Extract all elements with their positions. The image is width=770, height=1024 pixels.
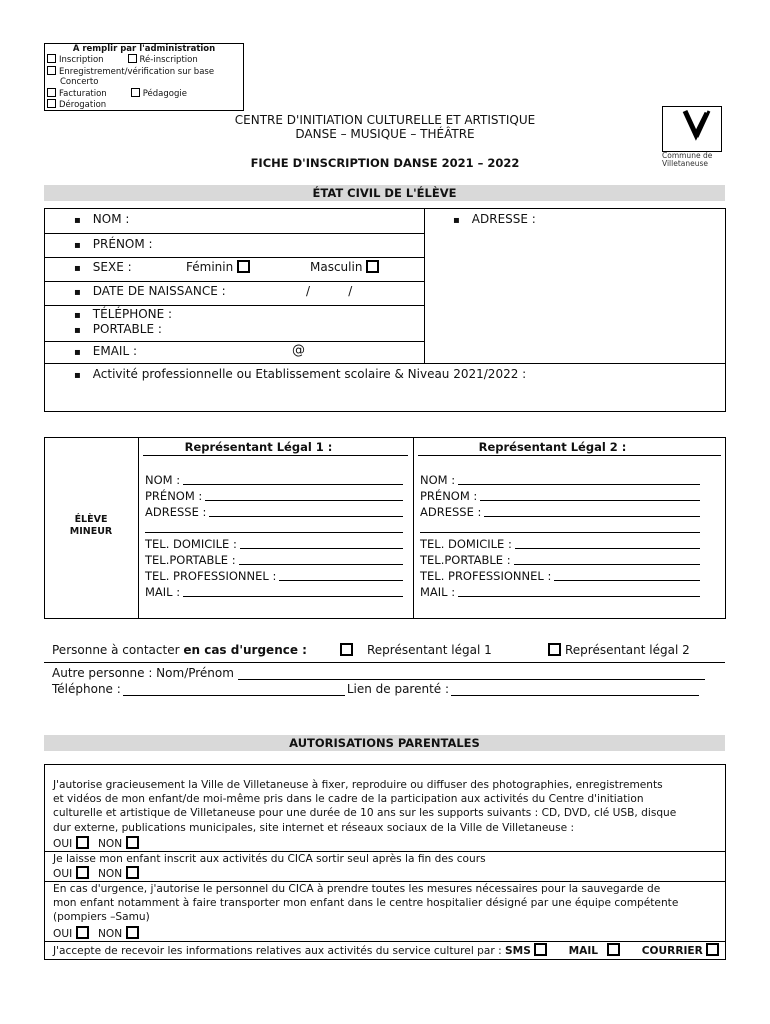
urgence-prefix: Personne à contacter — [52, 643, 184, 657]
label-date: ▪ DATE DE NAISSANCE : — [74, 284, 226, 298]
label-urg-tel: Téléphone : — [52, 682, 121, 696]
auth-info-line — [53, 943, 719, 958]
rep-field-label: TEL. DOMICILE : — [145, 537, 237, 551]
rep-field[interactable] — [145, 504, 403, 520]
label-prenom: ▪ PRÉNOM : — [74, 237, 153, 251]
divider — [44, 941, 725, 942]
paragraph-line: J'autorise gracieusement la Ville de Villetaneuse à fixer, reproduire ou diffuser des photographies, enregistrements — [53, 779, 663, 791]
rep-field[interactable] — [420, 472, 700, 488]
field-nom[interactable] — [44, 208, 424, 234]
rep-field[interactable] — [420, 536, 700, 552]
checkbox[interactable] — [47, 66, 56, 75]
logo-caption — [662, 152, 726, 168]
urgence-line — [52, 643, 307, 657]
checkbox[interactable] — [47, 99, 56, 108]
auth-photo-choice — [53, 836, 139, 851]
rep-field[interactable] — [145, 584, 403, 600]
rep-field-line[interactable] — [480, 488, 700, 501]
label-opt2: Représentant légal 2 — [565, 643, 690, 657]
rep-field-line[interactable] — [239, 552, 403, 565]
rep-field-line[interactable] — [420, 520, 700, 533]
paragraph-line: En cas d'urgence, j'autorise le personnel du CICA à prendre toutes les mesures nécessaires pour la sauvegarde de — [53, 883, 661, 895]
rep-field-label: NOM : — [145, 473, 181, 487]
field-telephone[interactable] — [44, 305, 424, 342]
checkbox-non-urgence[interactable] — [126, 926, 139, 939]
auth-sortie-text: Je laisse mon enfant inscrit aux activités du CICA sortir seul après la fin des cours — [53, 853, 486, 865]
lien-input[interactable] — [451, 695, 699, 696]
divider — [138, 437, 139, 619]
checkbox[interactable] — [131, 88, 140, 97]
rep2-title — [418, 440, 721, 456]
rep-field-label: TEL. PROFESSIONNEL : — [420, 569, 552, 583]
label-masculin: Masculin — [310, 260, 363, 274]
auth-urgence-choice — [53, 926, 139, 941]
section-band-autorisations: AUTORISATIONS PARENTALES — [44, 735, 725, 751]
divider — [413, 437, 414, 619]
label-oui: OUI — [53, 838, 73, 850]
header-line2: DANSE – MUSIQUE – THÉÂTRE — [295, 127, 475, 141]
checkbox-feminin[interactable] — [237, 260, 250, 273]
admin-pedagogie: Pédagogie — [142, 88, 187, 99]
rep-field[interactable] — [145, 536, 403, 552]
rep-field-line[interactable] — [209, 504, 403, 517]
rep-field-label: PRÉNOM : — [420, 489, 478, 503]
label-mail: MAIL — [568, 945, 599, 957]
admin-line — [47, 99, 241, 110]
rep2-title-text: Représentant Légal 2 : — [478, 440, 627, 454]
auth-photo-text — [53, 778, 723, 835]
checkbox-oui-photo[interactable] — [76, 836, 89, 849]
date-separators: / / — [306, 284, 353, 298]
eleve-mineur-label — [44, 514, 138, 538]
rep-field-label: ADRESSE : — [420, 505, 482, 519]
checkbox-oui-sortie[interactable] — [76, 866, 89, 879]
auth-info-text: J'accepte de recevoir les informations relatives aux activités du service culturel par : — [53, 945, 502, 957]
rep-field-line[interactable] — [183, 584, 403, 597]
rep-field[interactable] — [145, 520, 403, 536]
rep-field-line[interactable] — [458, 472, 700, 485]
label-oui: OUI — [53, 868, 73, 880]
header-line1: CENTRE D'INITIATION CULTURELLE ET ARTISTIQUE — [234, 113, 536, 127]
rep-field-line[interactable] — [484, 504, 700, 517]
autre-personne[interactable] — [52, 666, 712, 680]
checkbox-mail[interactable] — [607, 943, 620, 956]
urg-tel-input[interactable] — [123, 695, 345, 696]
option-feminin[interactable] — [186, 260, 250, 274]
checkbox[interactable] — [47, 54, 56, 63]
admin-facturation: Facturation — [59, 88, 107, 99]
paragraph-line: dur externe, publications municipales, site internet et réseaux sociaux de la Ville de Villetaneuse : — [53, 821, 575, 834]
label-sexe: ▪ SEXE : — [74, 260, 132, 274]
rep-field-label: TEL. PROFESSIONNEL : — [145, 569, 277, 583]
rep-field-line[interactable] — [183, 472, 403, 485]
urgence-bold: en cas d'urgence : — [183, 643, 307, 657]
rep-field-label: PRÉNOM : — [145, 489, 203, 503]
label-courrier: COURRIER — [641, 945, 703, 957]
checkbox[interactable] — [128, 54, 137, 63]
admin-inscription: Inscription — [59, 55, 104, 66]
option-rep1[interactable] — [340, 643, 492, 657]
rep2-fields — [420, 472, 700, 600]
rep-field-line[interactable] — [515, 536, 700, 549]
checkbox-masculin[interactable] — [366, 260, 379, 273]
rep-field-line[interactable] — [279, 568, 403, 581]
rep1-title — [143, 440, 408, 456]
label-non: NON — [97, 928, 123, 940]
checkbox-rep2[interactable] — [548, 643, 561, 656]
urgence-telephone[interactable] — [52, 682, 717, 696]
rep-field-label: TEL.PORTABLE : — [145, 553, 236, 567]
rep-field[interactable] — [420, 584, 700, 600]
paragraph-line: culturelle et artistique de Villetaneuse pour une durée de 10 ans sur les supports suivants : CD, DVD, clé USB, disque — [53, 807, 677, 820]
rep-field[interactable] — [145, 568, 403, 584]
autre-input[interactable] — [238, 679, 705, 680]
checkbox-sms[interactable] — [534, 943, 547, 956]
rep-field[interactable] — [420, 504, 700, 520]
section-band-etat-civil: ÉTAT CIVIL DE L'ÉLÈVE — [44, 185, 725, 201]
admin-title: A remplir par l'administration — [72, 44, 216, 54]
label-non: NON — [97, 868, 123, 880]
admin-enregistrement: Enregistrement/vérification sur base — [59, 66, 215, 77]
checkbox-courrier[interactable] — [706, 943, 719, 956]
auth-urgence-text — [53, 882, 723, 925]
label-activite: ▪ Activité professionnelle ou Etablissement scolaire & Niveau 2021/2022 : — [74, 367, 526, 381]
paragraph-line: (pompiers –Samu) — [53, 911, 150, 924]
rep-field-label: MAIL : — [420, 585, 456, 599]
rep-field-label: TEL.PORTABLE : — [420, 553, 511, 567]
logo-text-1: Commune de — [662, 151, 713, 160]
rep-field-label: NOM : — [420, 473, 456, 487]
label-autre: Autre personne : Nom/Prénom — [52, 666, 234, 680]
rep-field-line[interactable] — [205, 488, 403, 501]
checkbox-rep1[interactable] — [340, 643, 353, 656]
email-at: @ — [292, 343, 305, 358]
form-title: FICHE D'INSCRIPTION DANSE 2021 – 2022 — [250, 156, 520, 170]
admin-line — [47, 88, 241, 99]
paragraph-line: mon enfant notamment à faire transporter mon enfant dans le centre hospitalier désigné par une équipe compétente — [53, 897, 679, 910]
field-sexe — [44, 257, 424, 282]
rep-field[interactable] — [420, 552, 700, 568]
header — [200, 113, 570, 141]
rep-field[interactable] — [420, 488, 700, 504]
logo — [662, 106, 722, 152]
option-rep2[interactable] — [548, 643, 690, 657]
label-telephone: ▪ TÉLÉPHONE : — [74, 307, 172, 321]
divider — [44, 662, 725, 663]
rep-field-line[interactable] — [458, 584, 700, 597]
label-nom: ▪ NOM : — [74, 212, 129, 226]
rep-field[interactable] — [145, 552, 403, 568]
label-portable: ▪ PORTABLE : — [74, 322, 162, 336]
checkbox-oui-urgence[interactable] — [76, 926, 89, 939]
label-mineur: MINEUR — [69, 526, 113, 537]
checkbox-non-sortie[interactable] — [126, 866, 139, 879]
logo-text-2: Villetaneuse — [662, 159, 709, 168]
admin-reinscription: Ré-inscription — [139, 55, 198, 66]
admin-line — [47, 54, 241, 65]
admin-derogation: Dérogation — [59, 100, 107, 111]
option-masculin[interactable] — [310, 260, 379, 274]
rep1-fields — [145, 472, 403, 600]
auth-sortie-choice — [53, 866, 139, 881]
admin-line: Concerto — [60, 77, 99, 88]
label-feminin: Féminin — [186, 260, 234, 274]
admin-line — [47, 66, 241, 77]
rep-field[interactable] — [145, 472, 403, 488]
logo-icon — [663, 107, 721, 151]
checkbox[interactable] — [47, 88, 56, 97]
field-email[interactable] — [44, 341, 424, 363]
label-opt1: Représentant légal 1 — [367, 643, 492, 657]
label-sms: SMS — [505, 945, 531, 957]
label-eleve: ÉLÈVE — [74, 514, 108, 525]
paragraph-line: et vidéos de mon enfant/de moi-même pris dans le cadre de la participation aux activités du Centre d'initiation — [53, 793, 644, 806]
label-email: ▪ EMAIL : — [74, 344, 137, 358]
label-lien: Lien de parenté : — [346, 682, 450, 696]
admin-box — [44, 43, 244, 111]
rep-field-line[interactable] — [145, 520, 403, 533]
checkbox-non-photo[interactable] — [126, 836, 139, 849]
rep1-title-text: Représentant Légal 1 : — [184, 440, 333, 454]
rep-field-line[interactable] — [514, 552, 700, 565]
rep-field-label: ADRESSE : — [145, 505, 207, 519]
label-adresse: ▪ ADRESSE : — [453, 212, 536, 226]
rep-field[interactable] — [420, 568, 700, 584]
field-prenom[interactable] — [44, 233, 424, 258]
rep-field-label: TEL. DOMICILE : — [420, 537, 512, 551]
divider — [424, 208, 425, 363]
rep-field-line[interactable] — [240, 536, 403, 549]
rep-field[interactable] — [145, 488, 403, 504]
divider — [44, 363, 725, 364]
rep-field[interactable] — [420, 520, 700, 536]
label-non: NON — [97, 838, 123, 850]
label-oui: OUI — [53, 928, 73, 940]
rep-field-label: MAIL : — [145, 585, 181, 599]
field-date-naissance[interactable] — [44, 281, 424, 306]
rep-field-line[interactable] — [554, 568, 700, 581]
